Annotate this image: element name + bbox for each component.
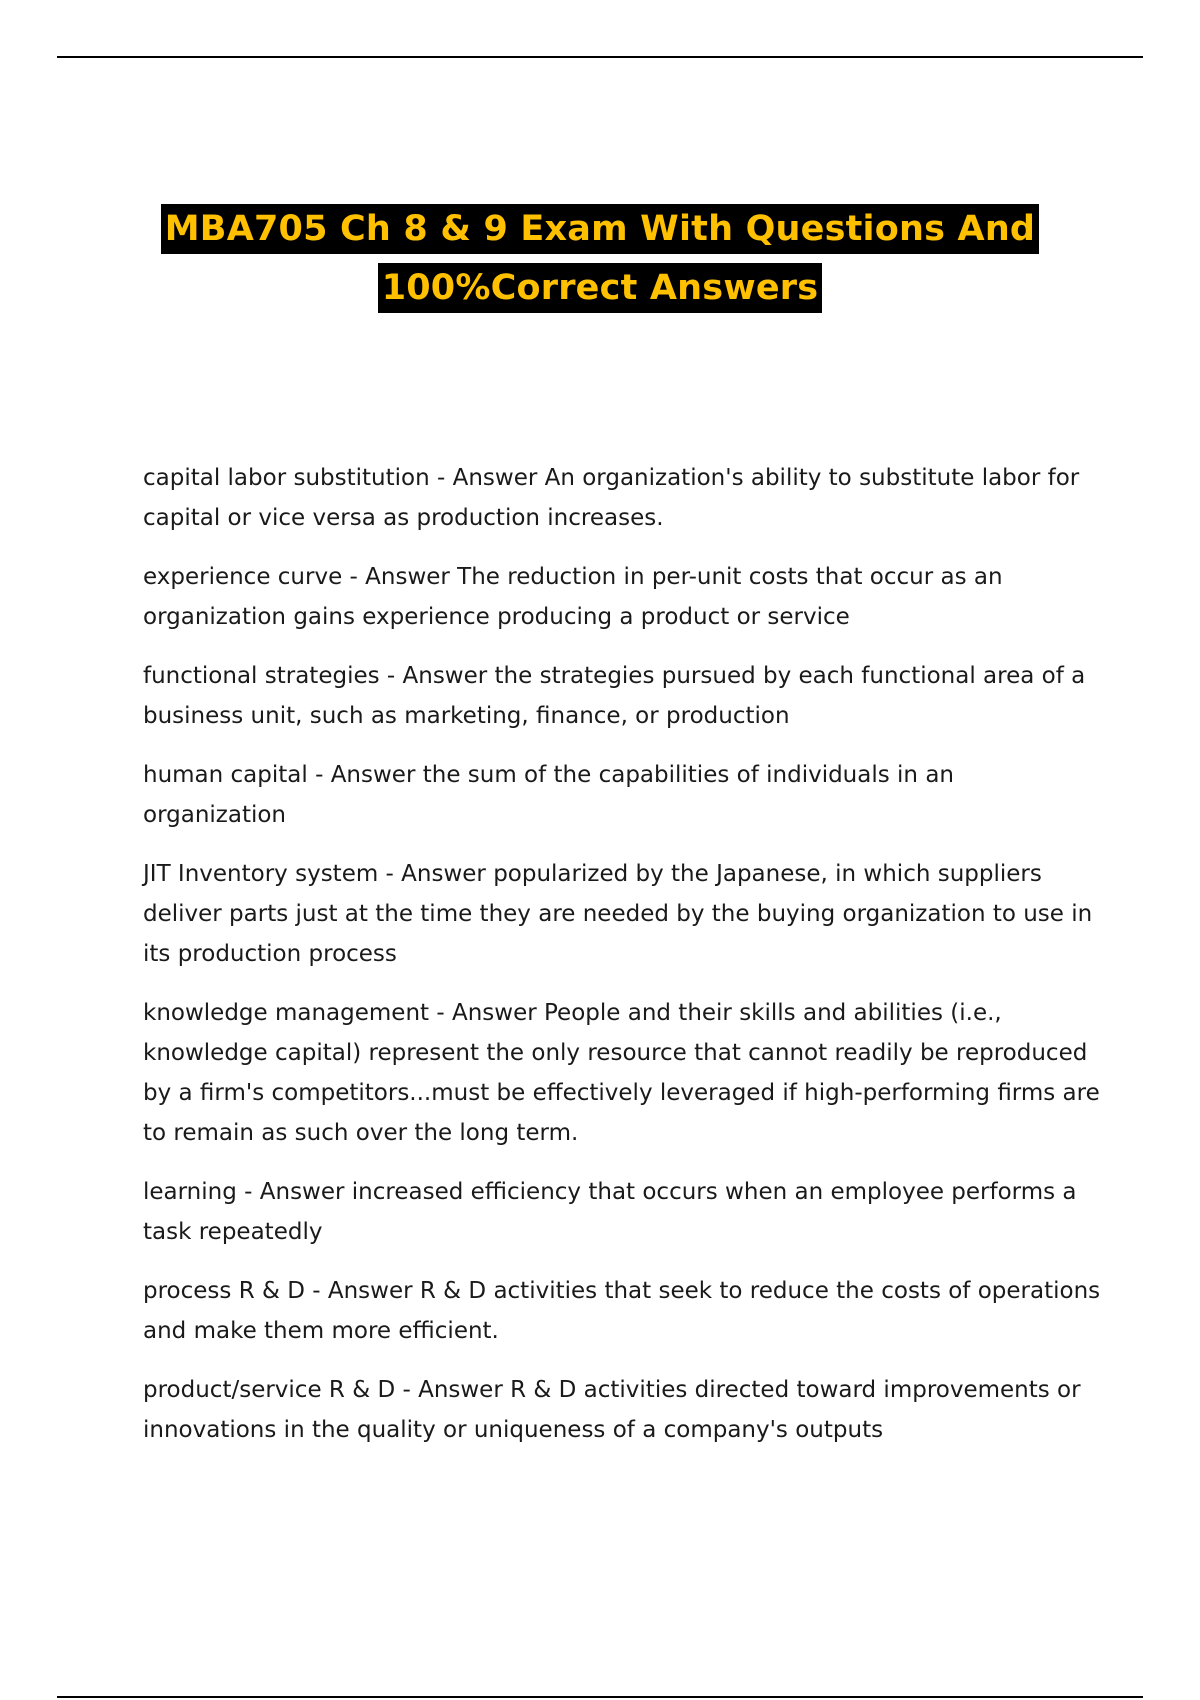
glossary-entry: capital labor substitution - Answer An organization's ability to substitute labor for capital or vice versa as production increases.: [143, 465, 1080, 531]
glossary-entry: learning - Answer increased efficiency that occurs when an employee performs a task repeatedly: [143, 1179, 1077, 1245]
glossary-entry: functional strategies - Answer the strategies pursued by each functional area of a business unit, such as marketing, finance, or production: [143, 663, 1086, 729]
title-line-1: MBA705 Ch 8 & 9 Exam With Questions And: [161, 204, 1039, 254]
glossary-entry: JIT Inventory system - Answer popularized by the Japanese, in which suppliers deliver parts just at the time they are needed by the buying organization to use in its production process: [143, 861, 1093, 967]
document-title: [0, 204, 1200, 322]
glossary-entry: human capital - Answer the sum of the capabilities of individuals in an organization: [143, 762, 954, 828]
footer-rule: [57, 1696, 1143, 1698]
glossary-entry: process R & D - Answer R & D activities that seek to reduce the costs of operations and make them more efficient.: [143, 1278, 1101, 1344]
glossary-entry: experience curve - Answer The reduction in per-unit costs that occur as an organization gains experience producing a product or service: [143, 564, 1003, 630]
glossary-list: [143, 458, 1103, 1469]
title-line-2: 100%Correct Answers: [378, 263, 823, 313]
glossary-entry: knowledge management - Answer People and their skills and abilities (i.e., knowledge capital) represent the only resource that cannot readily be reproduced by a firm's competitors...must be effectively leveraged if high-performing firms are to remain as such over the long term.: [143, 1000, 1100, 1146]
header-rule: [57, 56, 1143, 58]
glossary-entry: product/service R & D - Answer R & D activities directed toward improvements or innovations in the quality or uniqueness of a company's outputs: [143, 1377, 1081, 1443]
